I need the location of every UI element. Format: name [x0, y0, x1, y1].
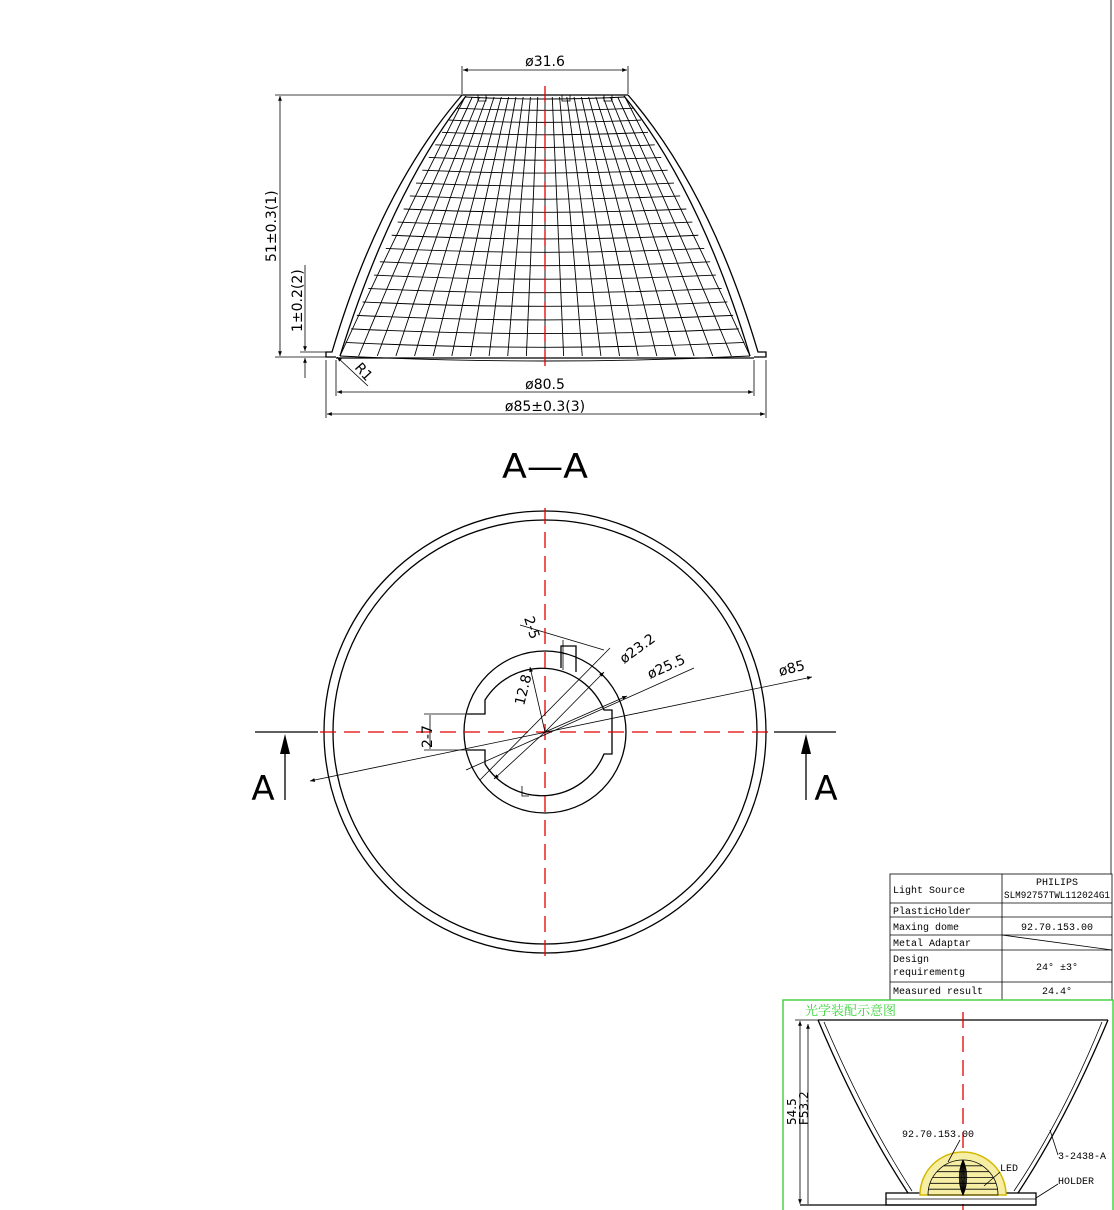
facet-column-line: [567, 97, 601, 356]
row-light-source-model: SLM92757TWL112024G1: [1004, 891, 1110, 902]
facet-column-line: [508, 97, 531, 356]
r128-label: 12.8: [512, 672, 536, 707]
facet-column-line: [618, 97, 732, 356]
reflector-outer-profile-right: [628, 95, 766, 357]
slot-label: 2-5: [520, 614, 543, 642]
reflector-outer-profile: [326, 95, 462, 357]
row-design-value: 24° ±3°: [1035, 963, 1079, 974]
d232-label: ø23.2: [616, 630, 659, 668]
d85-label: ø85: [777, 657, 807, 680]
facet-column-line: [433, 97, 501, 356]
flange-label: 1±0.2(2): [290, 269, 306, 332]
holder-label: HOLDER: [1058, 1177, 1095, 1188]
d255-label: ø25.5: [645, 651, 688, 683]
facet-column-line: [581, 97, 638, 356]
section-title: A—A: [502, 447, 588, 487]
row-measured-value: 24.4°: [1041, 987, 1073, 998]
outer-diameter-label: ø85±0.3(3): [504, 399, 586, 415]
row-maxing-dome-label: Maxing dome: [893, 923, 960, 934]
reflector-code-label: 3-2438-A: [1058, 1152, 1107, 1163]
inner-diameter-label: ø80.5: [525, 377, 565, 393]
row-plastic-holder-label: PlasticHolder: [893, 907, 972, 918]
led-label: LED: [1000, 1164, 1019, 1175]
facet-column-line: [574, 97, 619, 356]
facet-column-line: [589, 97, 657, 356]
row-light-source-label: Light Source: [893, 886, 966, 897]
facet-column-line: [526, 97, 537, 356]
assembly-focal-dim: F53.2: [797, 1091, 811, 1125]
section-marker-right: A: [814, 769, 838, 809]
row-metal-adaptar-label: Metal Adaptar: [893, 939, 972, 950]
top-diameter-label: ø31.6: [525, 54, 565, 70]
assembly-view: [783, 1000, 1113, 1210]
row-design-label-2: requirementg: [893, 968, 966, 979]
dome-part-label: 92.70.153.00: [902, 1130, 975, 1141]
facet-column-line: [489, 97, 523, 356]
facet-column-line: [359, 97, 473, 356]
facet-column-line: [452, 97, 509, 356]
assembly-total-dim: 54.5: [785, 1098, 799, 1125]
plan-view: [251, 508, 837, 956]
height-label: 51±0.3(1): [264, 190, 280, 262]
facet-column-line: [470, 97, 515, 356]
row-measured-label: Measured result: [893, 987, 984, 998]
row-light-source-brand: PHILIPS: [1035, 878, 1079, 889]
notch-label: 2-7: [420, 725, 436, 748]
side-view: [264, 54, 766, 418]
facet-column-line: [552, 97, 563, 356]
row-design-label: Design: [893, 955, 930, 966]
row-maxing-dome-value: 92.70.153.00: [1020, 923, 1094, 934]
spec-table: [890, 874, 1112, 1000]
facet-column-line: [560, 97, 583, 356]
assembly-title: 光学装配示意图: [805, 1004, 897, 1019]
radius-label: R1: [351, 359, 376, 385]
section-marker-left: A: [251, 769, 275, 809]
